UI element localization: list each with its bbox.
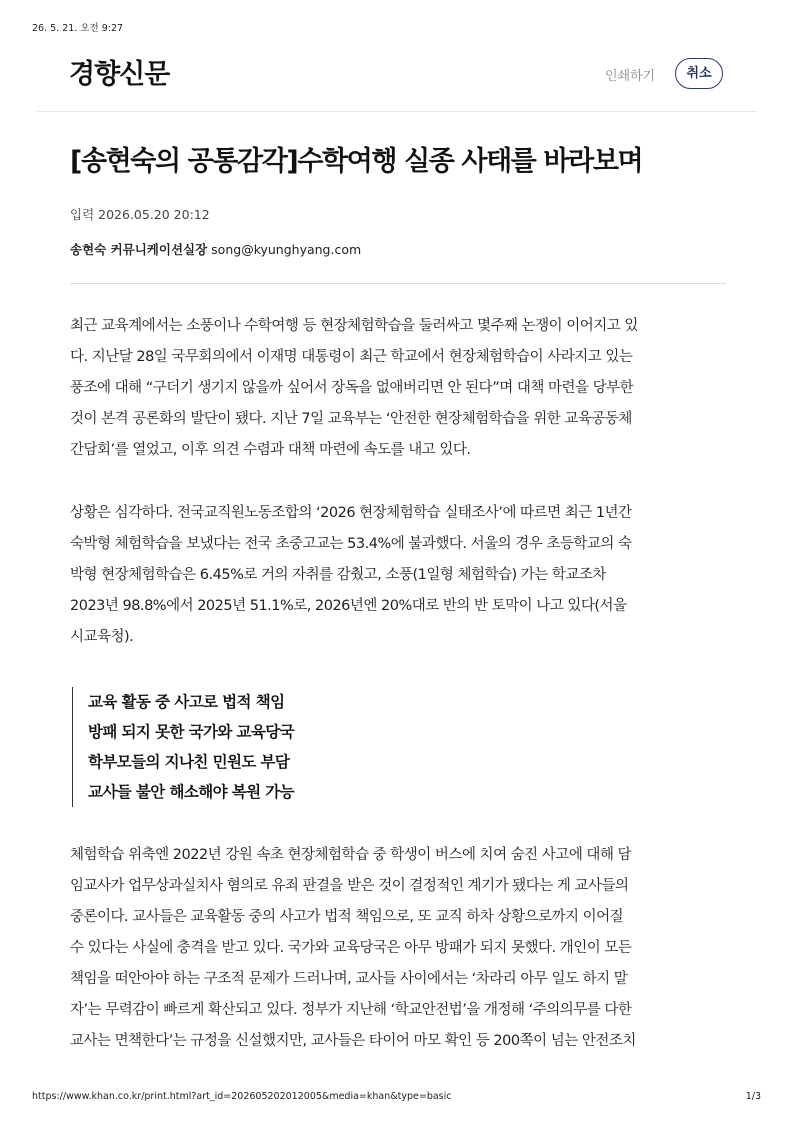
text-line: 상황은 심각하다. 전국교직원노동조합의 ‘2026 현장체험학습 실태조사’에 따르면 최근 1년간 [70, 505, 632, 521]
subheadings [72, 687, 726, 807]
text-line: 시교육청). [70, 629, 134, 645]
text-line: 체험학습 위축엔 2022년 강원 속초 현장체험학습 중 학생이 버스에 치여 숨진 사고에 대해 담 [70, 847, 632, 863]
page-number: 1/3 [745, 1091, 761, 1102]
text-line: 박형 현장체험학습은 6.45%로 거의 자취를 감췄고, 소풍(1일형 체험학습) 가는 학교조차 [70, 567, 606, 583]
text-line: 간담회’를 열었고, 이후 의견 수렴과 대책 마련에 속도를 내고 있다. [70, 442, 471, 458]
text-line: 다. 지난달 28일 국무회의에서 이재명 대통령이 최근 학교에서 현장체험학습이 사라지고 있는 [70, 349, 633, 365]
site-header [37, 50, 757, 112]
subheading: 교사들 불안 해소해야 복원 가능 [88, 783, 295, 801]
text-line: 최근 교육계에서는 소풍이나 수학여행 등 현장체험학습을 둘러싸고 몇주째 논쟁이 이어지고 있 [70, 318, 638, 334]
article-byline [70, 241, 726, 259]
site-logo[interactable]: 경향신문 [69, 59, 170, 90]
text-line: 책임을 떠안아야 하는 구조적 문제가 드러나며, 교사들 사이에서는 ‘차라리 아무 일도 하지 말 [70, 971, 628, 987]
text-line: 임교사가 업무상과실치사 혐의로 유죄 판결을 받은 것이 결정적인 계기가 됐다는 게 교사들의 [70, 878, 629, 894]
subheading: 방패 되지 못한 국가와 교육당국 [88, 723, 295, 741]
text-line: 것이 본격 공론화의 발단이 됐다. 지난 7일 교육부는 ‘안전한 현장체험학습을 위한 교육공동체 [70, 411, 632, 427]
text-line: 중론이다. 교사들은 교육활동 중의 사고가 법적 책임으로, 또 교직 하차 상황으로까지 이어질 [70, 909, 624, 925]
subheading: 교육 활동 중 사고로 법적 책임 [88, 693, 285, 711]
text-line: 풍조에 대해 “구더기 생기지 않을까 싶어서 장독을 없애버리면 안 된다”며 대책 마련을 당부한 [70, 380, 634, 396]
subheading: 학부모들의 지나친 민원도 부담 [88, 753, 290, 771]
text-line: 숙박형 체험학습을 보냈다는 전국 초중고교는 53.4%에 불과했다. 서울의 경우 초등학교의 숙 [70, 536, 632, 552]
article-body [70, 311, 726, 1057]
cancel-button[interactable]: 취소 [675, 58, 723, 89]
author-email[interactable]: song@kyunghyang.com [211, 242, 362, 257]
paragraph-1 [70, 311, 726, 466]
text-line: 교사는 면책한다’는 규정을 신설했지만, 교사들은 타이어 마모 확인 등 200쪽이 넘는 안전조치 [70, 1033, 636, 1049]
article-headline: [송현숙의 공통감각]수학여행 실종 사태를 바라보며 [70, 146, 643, 177]
text-line: 수 있다는 사실에 충격을 받고 있다. 국가와 교육당국은 아무 방패가 되지 못했다. 개인이 모든 [70, 940, 632, 956]
print-datetime: 26. 5. 21. 오전 9:27 [32, 23, 124, 34]
print-url: https://www.khan.co.kr/print.html?art_id=202605202012005&media=khan&type=basic [32, 1091, 452, 1102]
print-button[interactable]: 인쇄하기 [605, 69, 656, 84]
paragraph-3 [70, 840, 726, 1057]
text-line: 2023년 98.8%에서 2025년 51.1%로, 2026년엔 20%대로 반의 반 토막이 나고 있다(서울 [70, 598, 627, 614]
article-date: 입력 2026.05.20 20:12 [70, 207, 210, 222]
text-line: 자’는 무력감이 빠르게 확산되고 있다. 정부가 지난해 ‘학교안전법’을 개정해 ‘주의의무를 다한 [70, 1002, 632, 1018]
paragraph-2 [70, 498, 726, 653]
article [70, 138, 726, 1057]
author-name: 송현숙 커뮤니케이션실장 [70, 242, 208, 257]
divider [70, 283, 726, 284]
print-header [0, 20, 793, 34]
print-footer [0, 1091, 793, 1105]
